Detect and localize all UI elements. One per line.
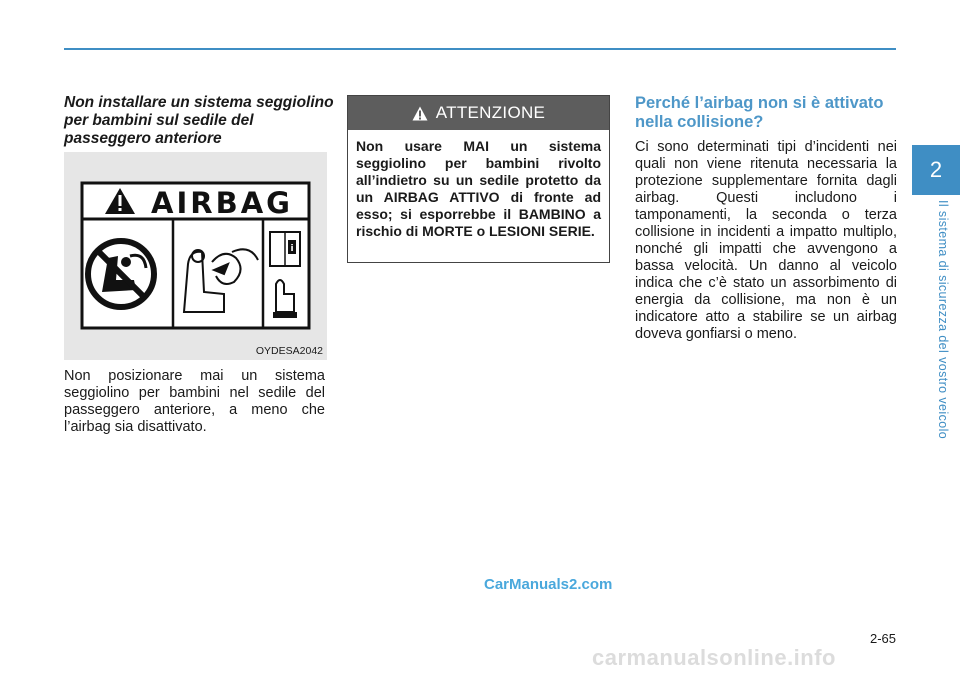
section-subheading: Non installare un sistema seggiolino per bambini sul sedile del passeggero anteriore xyxy=(64,94,334,147)
svg-text:i: i xyxy=(290,244,294,254)
left-body-text: Non posizionare mai un sistema seggiolino per bambini nel sedile del passeggero anteriore, a meno che l’airbag sia disattivato. xyxy=(64,368,325,435)
watermark-bottom[interactable]: carmanualsonline.info xyxy=(592,645,836,670)
figure-code: OYDESA2042 xyxy=(255,345,323,357)
section-heading: Perché l’airbag non si è attivato nella collisione? xyxy=(635,94,884,131)
warning-body: Non usare MAI un sistema seggiolino per bambini rivolto all’indietro su un sedile protetto da un AIRBAG ATTIVO di fronte ad esso; si esporrebbe il BAMBINO a rischio di MORTE o LESIONI SERIE. xyxy=(356,138,601,239)
page-number: 2-65 xyxy=(869,631,896,646)
no-child-seat-icon xyxy=(88,241,154,307)
right-body-text: Ci sono determinati tipi d’incidenti nei quali non viene ritenuta necessaria la protezione supplementare fornita dagli airbag. Questi includono i tamponamenti, la seconda o terza collisione in incidenti a impatto multiplo, nonché gli impatti che avvengono a bassa velocità. Un danno al veicolo indica che c’è stato un assorbimento di energia da collisione, ma non è un indicatore atto a stabilire se un airbag doveva gonfiarsi o meno. xyxy=(635,139,897,342)
watermark-top[interactable]: CarManuals2.com xyxy=(484,576,613,593)
warning-header xyxy=(348,96,609,130)
chapter-title: Il sistema di sicurezza del vostro veicolo xyxy=(936,200,950,440)
header-rule xyxy=(64,48,896,50)
warning-box xyxy=(347,95,610,263)
warning-icon xyxy=(412,106,428,121)
airbag-label-illustration xyxy=(64,152,327,360)
warning-title: ATTENZIONE xyxy=(435,103,546,122)
airbag-label-text: AIRBAG xyxy=(151,186,293,220)
chapter-tab: 2 xyxy=(912,145,960,195)
airbag-warning-figure xyxy=(64,152,327,360)
